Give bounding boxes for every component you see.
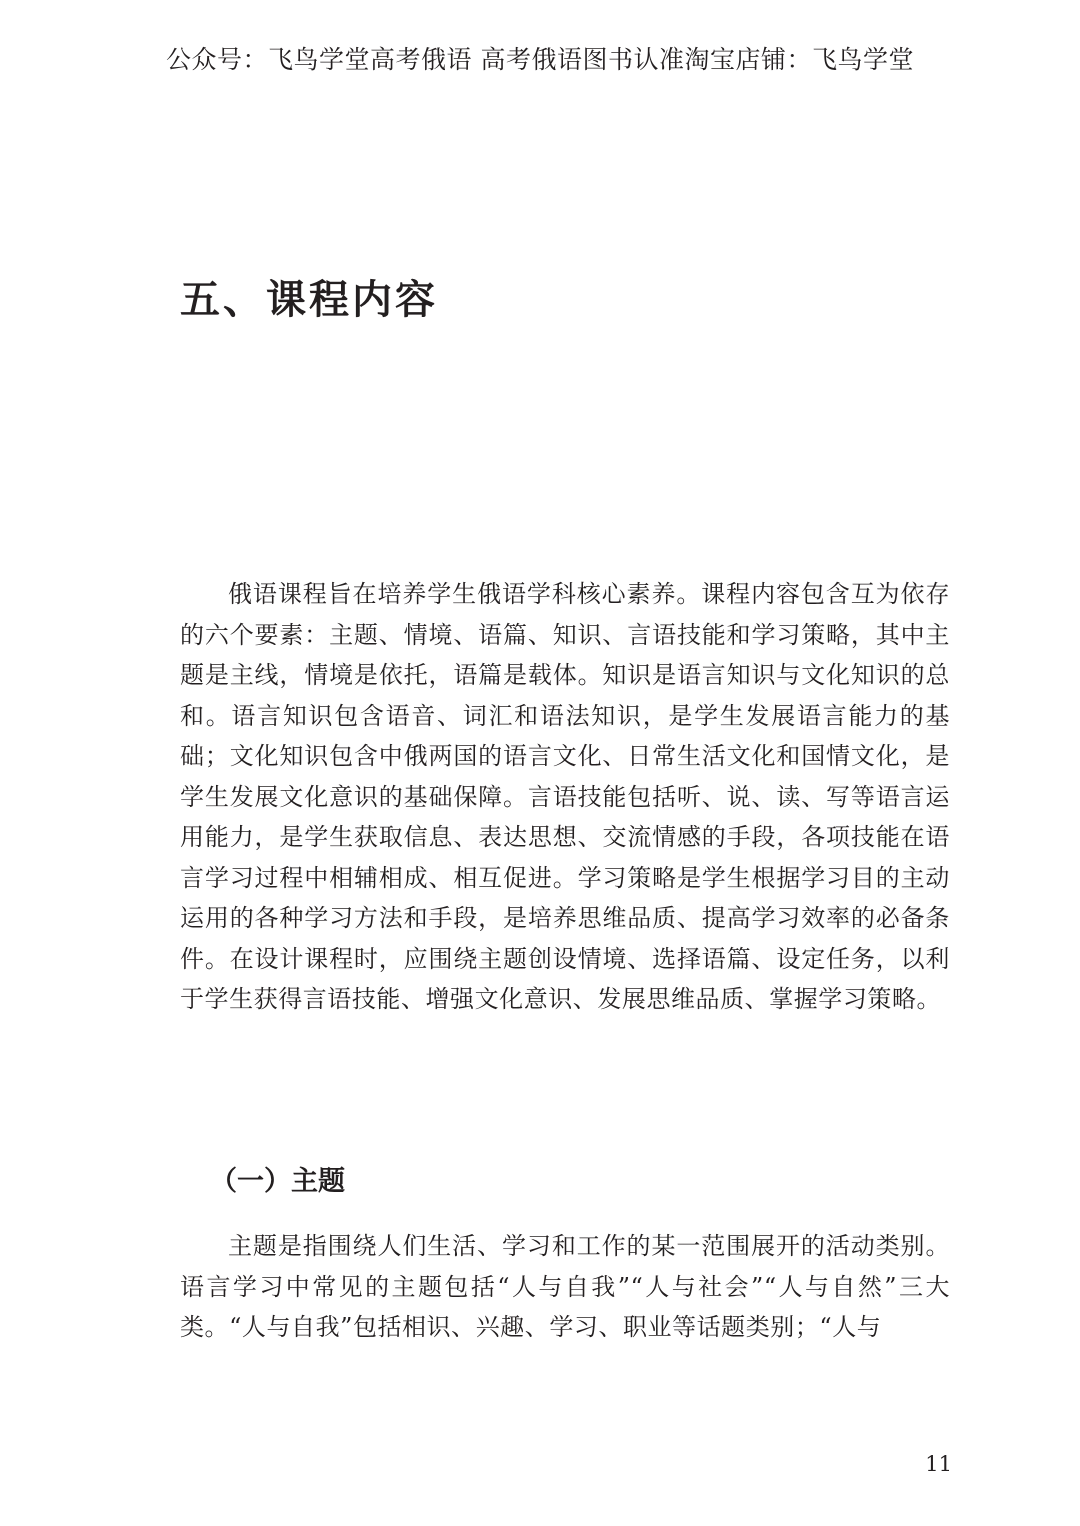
page-header: 公众号：飞鸟学堂高考俄语 高考俄语图书认准淘宝店铺：飞鸟学堂 — [166, 45, 914, 74]
topic-paragraph: 主题是指围绕人们生活、学习和工作的某一范围展开的活动类别。语言学习中常见的主题包括“人与自我”“人与社会”“人与自然”三大类。“人与自我”包括相识、兴趣、学习、职业等话题类别；“人与 — [180, 1232, 950, 1341]
section-heading-topic: （一）主题 — [210, 1166, 345, 1197]
page-number: 11 — [925, 1452, 952, 1476]
chapter-title: 五、课程内容 — [180, 277, 438, 323]
intro-paragraph: 俄语课程旨在培养学生俄语学科核心素养。课程内容包含互为依存的六个要素：主题、情境、语篇、知识、言语技能和学习策略，其中主题是主线，情境是依托，语篇是载体。知识是语言知识与文化知识的总和。语言知识包含语音、词汇和语法知识，是学生发展语言能力的基础；文化知识包含中俄两国的语言文化、日常生活文化和国情文化，是学生发展文化意识的基础保障。言语技能包括听、说、读、写等语言运用能力，是学生获取信息、表达思想、交流情感的手段，各项技能在语言学习过程中相辅相成、相互促进。学习策略是学生根据学习目的主动运用的各种学习方法和手段，是培养思维品质、提高学习效率的必备条件。在设计课程时，应围绕主题创设情境、选择语篇、设定任务，以利于学生获得言语技能、增强文化意识、发展思维品质、掌握学习策略。 — [180, 580, 950, 1013]
